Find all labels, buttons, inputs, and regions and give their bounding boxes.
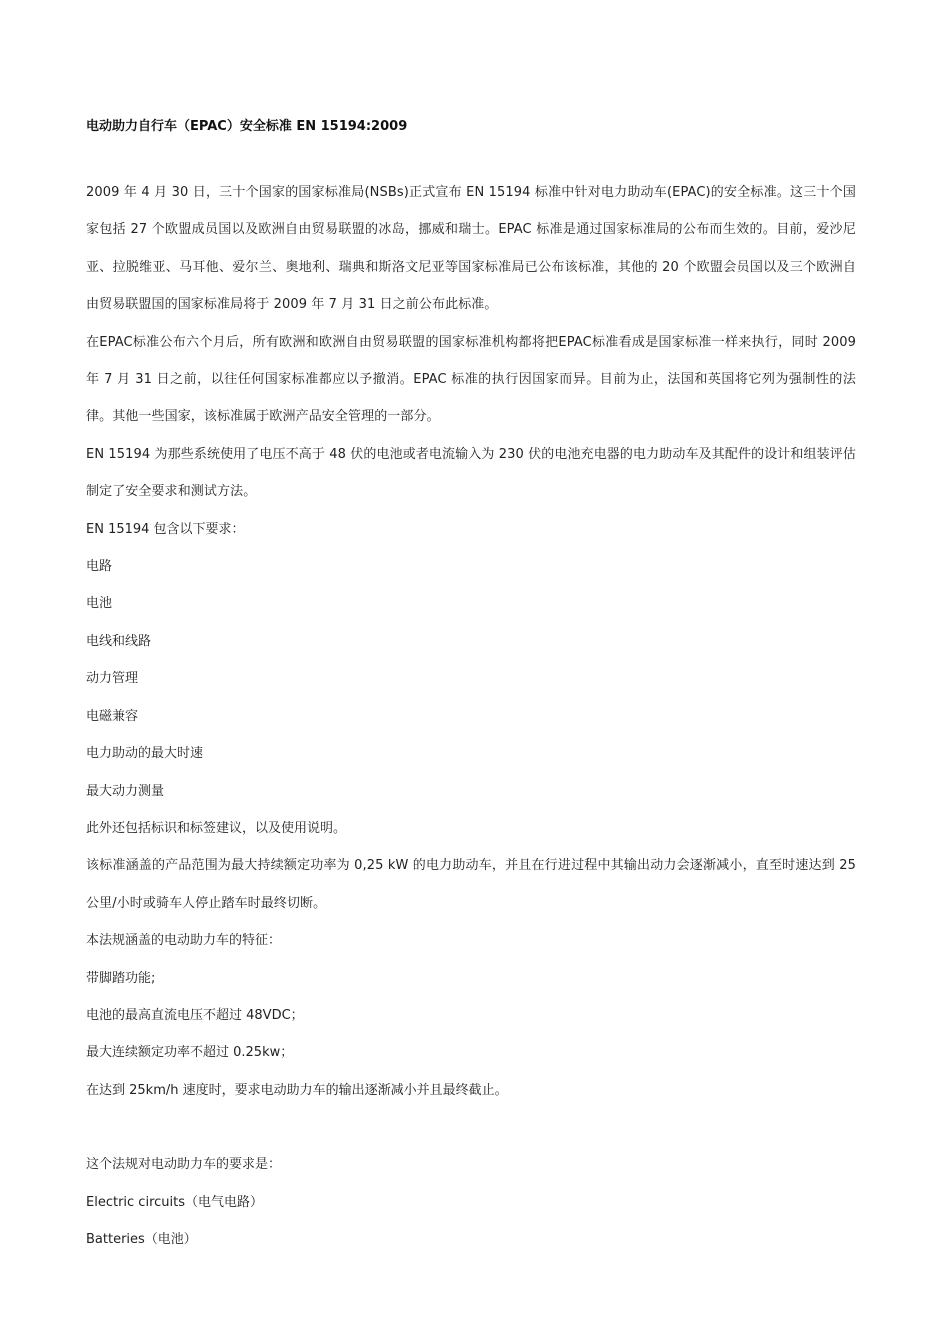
paragraph-implementation: 在EPAC标准公布六个月后，所有欧洲和欧洲自由贸易联盟的国家标准机构都将把EPAC标准看成是国家标准一样来执行，同时 2009 年 7 月 31 日之前，以往任何国家标准都应以予撤消。EPAC 标准的执行因国家而异。目前为止，法国和英国将它列为强制性的法律。其他一些国家，该标准属于欧洲产品安全管理的一部分。: [86, 334, 856, 425]
requirements-intro: EN 15194 包含以下要求：: [86, 521, 245, 537]
requirement-item: 动力管理: [86, 671, 139, 687]
regulation-item: Electric circuits（电气电路）: [86, 1194, 263, 1210]
feature-item: 在达到 25km/h 速度时，要求电动助力车的输出逐渐减小并且最终截止。: [86, 1082, 508, 1098]
document-title: 电动助力自行车（EPAC）安全标准 EN 15194:2009: [86, 119, 408, 134]
document-page: [86, 118, 856, 1258]
scope-paragraph: 该标准涵盖的产品范围为最大持续额定功率为 0,25 kW 的电力助动车，并且在行进过程中其输出动力会逐渐减小，直至时速达到 25 公里/小时或骑车人停止踏车时最终切断。: [86, 858, 856, 911]
feature-item: 最大连续额定功率不超过 0.25kw；: [86, 1045, 294, 1061]
blank-spacer: [86, 1109, 856, 1146]
requirement-item: 电线和线路: [86, 633, 152, 649]
regulation-intro: 这个法规对电动助力车的要求是：: [86, 1157, 282, 1173]
paragraph-scope-summary: EN 15194 为那些系统使用了电压不高于 48 伏的电池或者电流输入为 230 伏的电池充电器的电力助动车及其配件的设计和组装评估制定了安全要求和测试方法。: [86, 446, 856, 500]
feature-item: 电池的最高直流电压不超过 48VDC；: [86, 1007, 304, 1023]
regulation-item: Batteries（电池）: [86, 1231, 197, 1247]
requirement-item: 电磁兼容: [86, 708, 139, 724]
requirement-item: 电力助动的最大时速: [86, 746, 204, 762]
paragraph-announcement: 2009 年 4 月 30 日，三十个国家的国家标准局(NSBs)正式宣布 EN 15194 标准中针对电力助动车(EPAC)的安全标准。这三十个国家包括 27 个欧盟成员国以及欧洲自由贸易联盟的冰岛，挪威和瑞士。EPAC 标准是通过国家标准局的公布而生效的。目前，爱沙尼亚、拉脱维亚、马耳他、爱尔兰、奥地利、瑞典和斯洛文尼亚等国家标准局已公布该标准，其他的 20 个欧盟会员国以及三个欧洲自由贸易联盟国的国家标准局将于 2009 年 7 月 31 日之前公布此标准。: [86, 185, 856, 313]
requirement-item: 电路: [86, 559, 113, 575]
requirement-item: 最大动力测量: [86, 783, 165, 799]
features-intro: 本法规涵盖的电动助力车的特征：: [86, 933, 282, 949]
requirement-item: 电池: [86, 596, 113, 612]
additional-note: 此外还包括标识和标签建议，以及使用说明。: [86, 820, 347, 836]
feature-item: 带脚踏功能;: [86, 970, 156, 986]
